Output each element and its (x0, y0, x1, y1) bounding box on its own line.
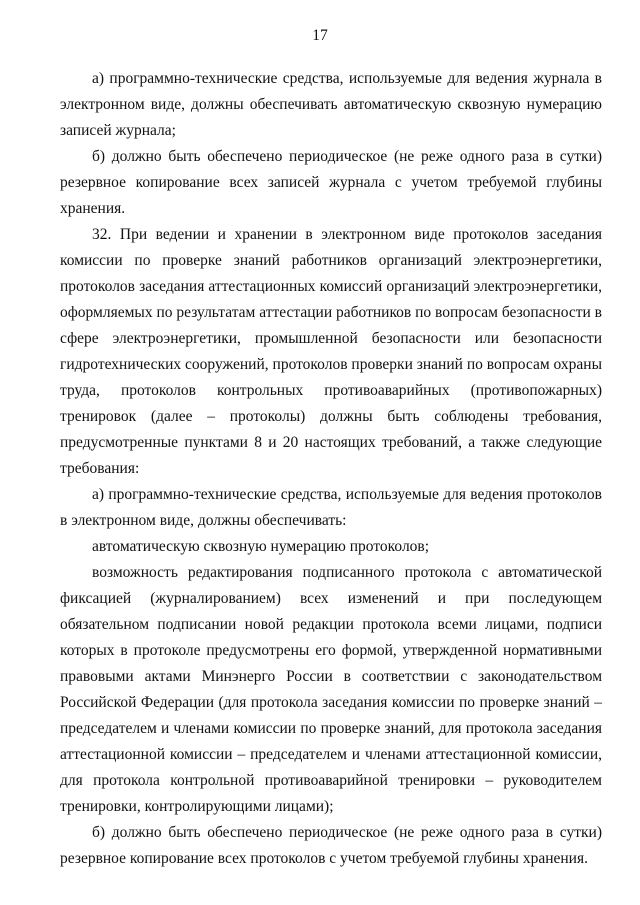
paragraph-a-journal-software: а) программно-технические средства, используемые для ведения журнала в электронном виде, должны обеспечивать автоматическую сквозную нумерацию записей журнала; (60, 70, 602, 139)
paragraph-auto-numbering: автоматическую сквозную нумерацию протоколов; (92, 538, 430, 555)
paragraph-b-journal-backup: б) должно быть обеспечено периодическое (не реже одного раза в сутки) резервное копирование всех записей журнала с учетом требуемой глубины хранения. (60, 148, 602, 217)
paragraph-b-protocol-backup: б) должно быть обеспечено периодическое (не реже одного раза в сутки) резервное копирование всех протоколов с учетом требуемой глубины хранения. (60, 824, 602, 867)
document-body (60, 66, 602, 872)
paragraph-editing-capability: возможность редактирования подписанного протокола с автоматической фиксацией (журналированием) всех изменений и при последующем обязательном подписании новой редакции протокола всеми лицами, подписи которых в протоколе предусмотрены его формой, утвержденной нормативными правовыми актами Минэнерго России в соответствии с законодательством Российской Федерации (для протокола заседания комиссии по проверке знаний – председателем и членами комиссии по проверке знаний, для протокола заседания аттестационной комиссии – председателем и членами аттестационной комиссии, для протокола контрольной противоаварийной тренировки – руководителем тренировки, контролирующими лицами); (60, 564, 602, 815)
paragraph-32-protocols: 32. При ведении и хранении в электронном виде протоколов заседания комиссии по проверке знаний работников организаций электроэнергетики, протоколов заседания аттестационных комиссий организаций электроэнергетики, оформляемых по результатам аттестации работников по вопросам безопасности в сфере электроэнергетики, промышленной безопасности или безопасности гидротехнических сооружений, протоколов проверки знаний по вопросам охраны труда, протоколов контрольных противоаварийных (противопожарных) тренировок (далее – протоколы) должны быть соблюдены требования, предусмотренные пунктами 8 и 20 настоящих требований, а также следующие требования: (60, 226, 602, 477)
page-number: 17 (312, 27, 328, 44)
paragraph-a-protocol-software: а) программно-технические средства, используемые для ведения протоколов в электронном виде, должны обеспечивать: (60, 486, 602, 529)
